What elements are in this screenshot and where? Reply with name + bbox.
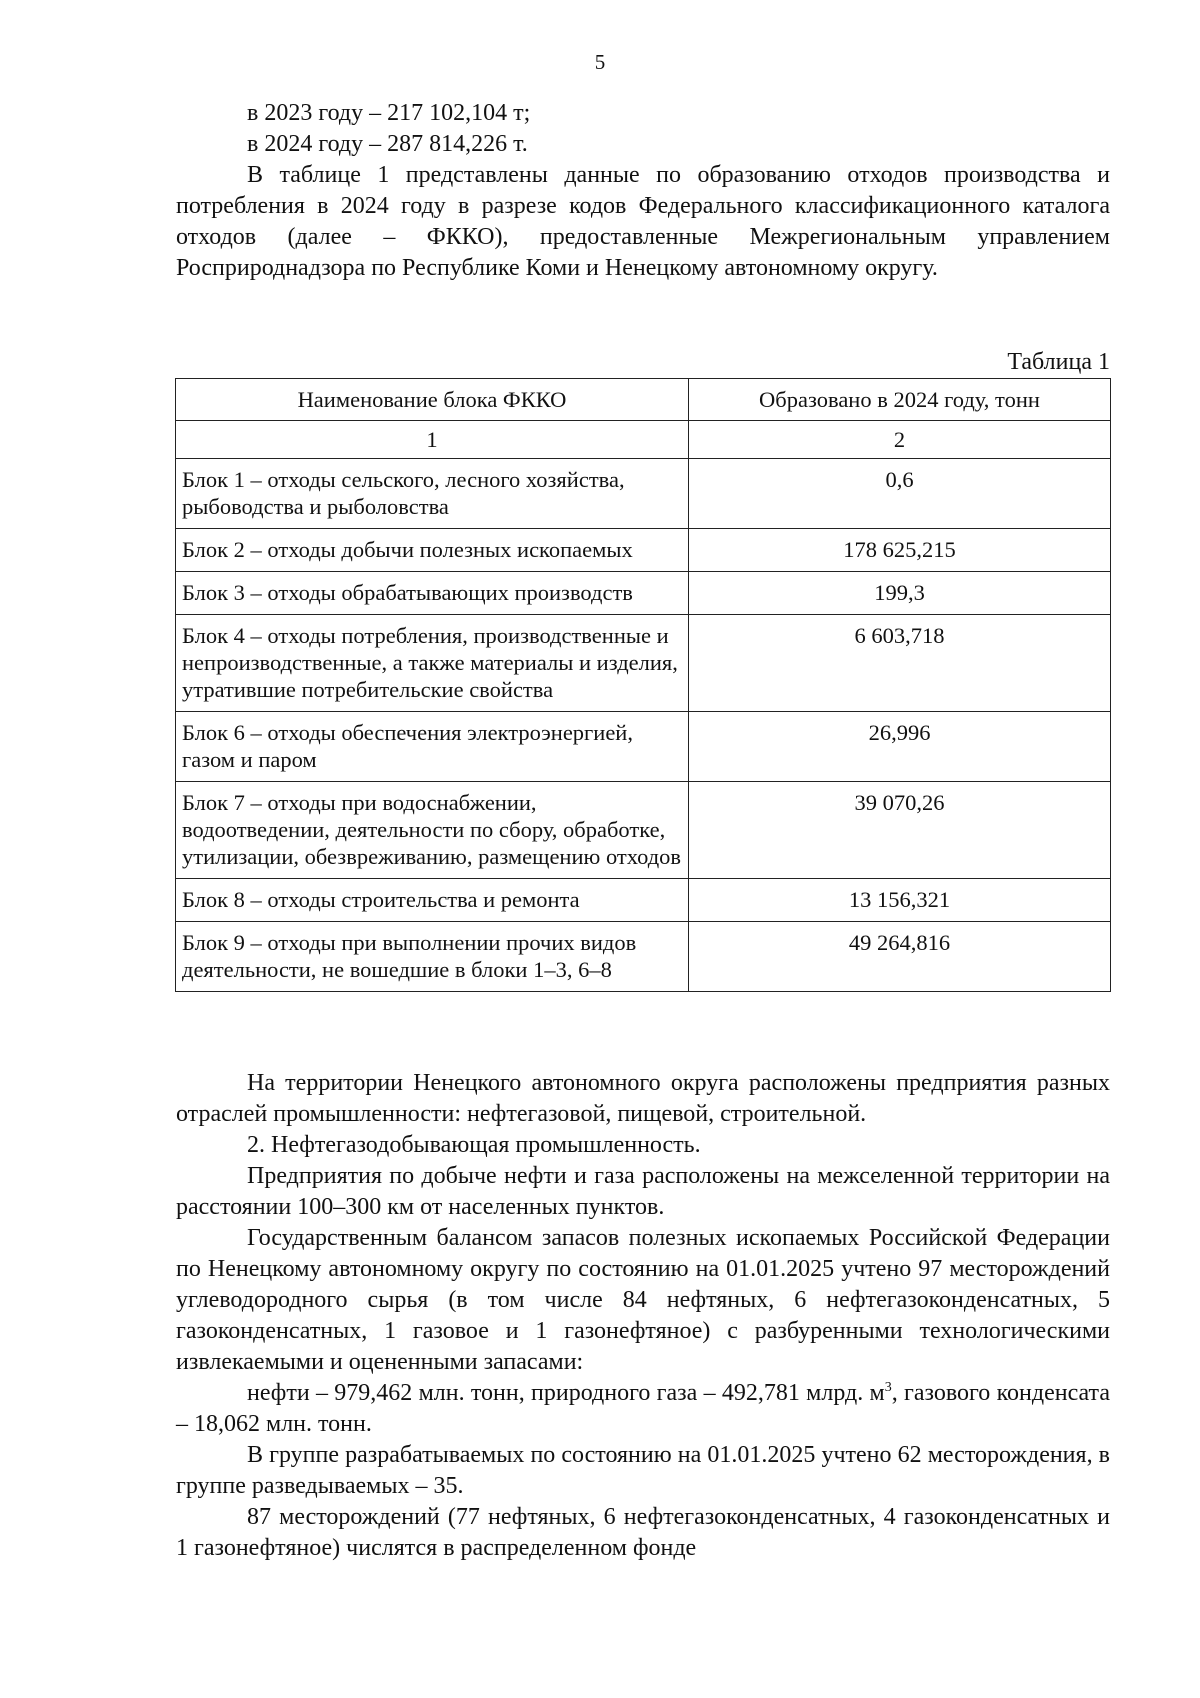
reserves-text-2: , газового конденсата – 18,062 млн. тонн.	[176, 1380, 1110, 1437]
page-number: 5	[594, 50, 606, 74]
block-value: 39 070,26	[689, 782, 1111, 879]
block-value: 199,3	[689, 572, 1111, 615]
block-name: Блок 8 – отходы строительства и ремонта	[176, 879, 689, 922]
reserves-text-1: нефти – 979,462 млн. тонн, природного газа – 492,781 млрд. м	[247, 1380, 885, 1406]
block-name: Блок 7 – отходы при водоснабжении, водоотведении, деятельности по сбору, обработке, утилизации, обезвреживанию, размещению отходов	[176, 782, 689, 879]
paragraph-reserves	[176, 1378, 1110, 1440]
paragraph-state-balance: Государственным балансом запасов полезных ископаемых Российской Федерации по Ненецкому автономному округу по состоянию на 01.01.2025 учтено 97 месторождений углеводородного сырья (в том числе 84 нефтяных, 6 нефтегазоконденсатных, 5 газоконденсатных, 1 газовое и 1 газонефтяное) с разбуренными технологическими извлекаемыми и оцененными запасами:	[176, 1225, 1110, 1375]
block-name: Блок 2 – отходы добычи полезных ископаемых	[176, 529, 689, 572]
block-name: Блок 6 – отходы обеспечения электроэнергией, газом и паром	[176, 712, 689, 782]
table-row	[176, 459, 1111, 529]
block-name: Блок 3 – отходы обрабатывающих производств	[176, 572, 689, 615]
block-value: 13 156,321	[689, 879, 1111, 922]
table-row	[176, 879, 1111, 922]
block-name: Блок 1 – отходы сельского, лесного хозяйства, рыбоводства и рыболовства	[176, 459, 689, 529]
block-value: 178 625,215	[689, 529, 1111, 572]
column-number-1: 1	[176, 421, 689, 459]
table-row	[176, 922, 1111, 992]
reserves-superscript: 3	[884, 1380, 892, 1395]
paragraph-enterprises-location: Предприятия по добыче нефти и газа расположены на межселенной территории на расстоянии 100–300 км от населенных пунктов.	[176, 1163, 1110, 1220]
intro-line-2023: в 2023 году – 217 102,104 т;	[247, 100, 531, 126]
header-block-name: Наименование блока ФККО	[176, 379, 689, 421]
block-name: Блок 9 – отходы при выполнении прочих видов деятельности, не вошедшие в блоки 1–3, 6–8	[176, 922, 689, 992]
table-row	[176, 529, 1111, 572]
table-row	[176, 782, 1111, 879]
block-name: Блок 4 – отходы потребления, производственные и непроизводственные, а также материалы и изделия, утратившие потребительские свойства	[176, 615, 689, 712]
header-amount: Образовано в 2024 году, тонн	[689, 379, 1111, 421]
block-value: 6 603,718	[689, 615, 1111, 712]
column-number-2: 2	[689, 421, 1111, 459]
table-row	[176, 615, 1111, 712]
block-value: 49 264,816	[689, 922, 1111, 992]
table-column-number-row	[176, 421, 1111, 459]
intro-paragraph: В таблице 1 представлены данные по образованию отходов производства и потребления в 2024 году в разрезе кодов Федерального классификационного каталога отходов (далее – ФККО), предоставленные Межрегиональным управлением Росприроднадзора по Республике Коми и Ненецкому автономному округу.	[176, 162, 1110, 281]
block-value: 0,6	[689, 459, 1111, 529]
paragraph-developed-fields: В группе разрабатываемых по состоянию на 01.01.2025 учтено 62 месторождения, в группе разведываемых – 35.	[176, 1442, 1110, 1499]
waste-table	[175, 378, 1111, 992]
table-label: Таблица 1	[1007, 349, 1110, 375]
section-heading-oil-gas: 2. Нефтегазодобывающая промышленность.	[247, 1132, 701, 1158]
block-value: 26,996	[689, 712, 1111, 782]
paragraph-industries: На территории Ненецкого автономного округа расположены предприятия разных отраслей промышленности: нефтегазовой, пищевой, строительной.	[176, 1070, 1110, 1127]
table-row	[176, 572, 1111, 615]
table-header-row	[176, 379, 1111, 421]
paragraph-distributed-fund: 87 месторождений (77 нефтяных, 6 нефтегазоконденсатных, 4 газоконденсатных и 1 газонефтяное) числятся в распределенном фонде	[176, 1504, 1110, 1561]
table-row	[176, 712, 1111, 782]
intro-line-2024: в 2024 году – 287 814,226 т.	[247, 131, 528, 157]
